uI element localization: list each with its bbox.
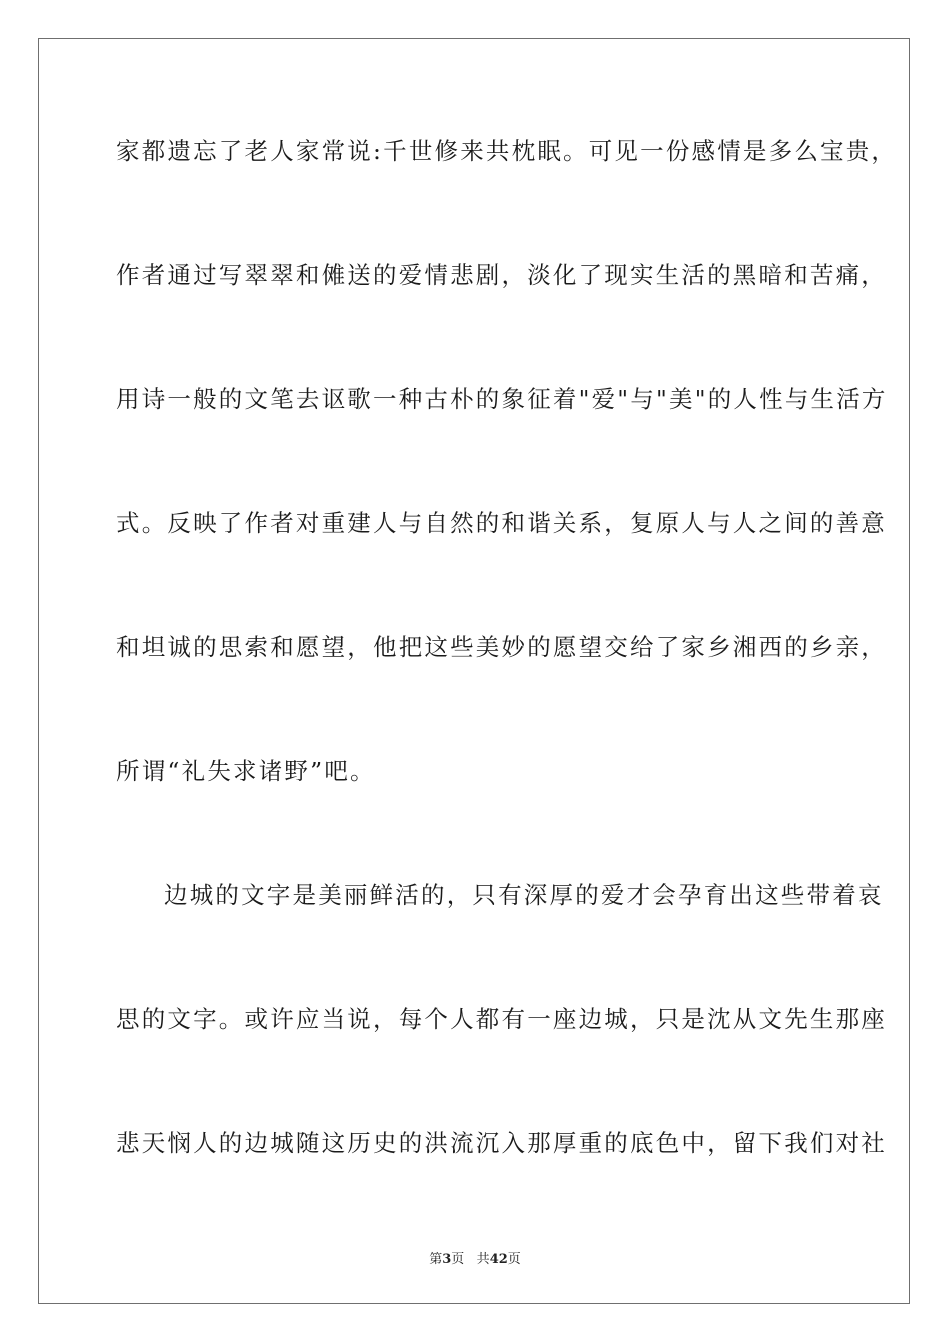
footer-total-prefix: 共 xyxy=(476,1252,490,1267)
footer-total-suffix: 页 xyxy=(507,1252,521,1267)
text-line-6: 所谓“礼失求诸野”吧。 xyxy=(116,757,376,785)
text-line-2: 作者通过写翠翠和傩送的爱情悲剧，淡化了现实生活的黑暗和苦痛， xyxy=(116,261,887,289)
document-body xyxy=(116,128,898,1244)
page-footer xyxy=(0,1248,950,1267)
footer-page-number: 3 xyxy=(442,1252,452,1267)
text-line-7: 边城的文字是美丽鲜活的，只有深厚的爱才会孕育出这些带着哀 xyxy=(164,881,884,909)
text-line-4: 式。反映了作者对重建人与自然的和谐关系，复原人与人之间的善意 xyxy=(116,509,887,537)
text-line-9: 悲天悯人的边城随这历史的洪流沉入那厚重的底色中，留下我们对社 xyxy=(116,1129,887,1157)
footer-page-suffix: 页 xyxy=(451,1252,465,1267)
text-line-8: 思的文字。或许应当说，每个人都有一座边城，只是沈从文先生那座 xyxy=(116,1005,887,1033)
footer-total-pages: 42 xyxy=(489,1252,508,1267)
text-line-1: 家都遗忘了老人家常说:千世修来共枕眠。可见一份感情是多么宝贵， xyxy=(116,137,898,165)
footer-page-prefix: 第 xyxy=(429,1252,443,1267)
text-line-3: 用诗一般的文笔去讴歌一种古朴的象征着"爱"与"美"的人性与生活方 xyxy=(116,385,888,413)
text-line-5: 和坦诚的思索和愿望，他把这些美妙的愿望交给了家乡湘西的乡亲， xyxy=(116,633,887,661)
